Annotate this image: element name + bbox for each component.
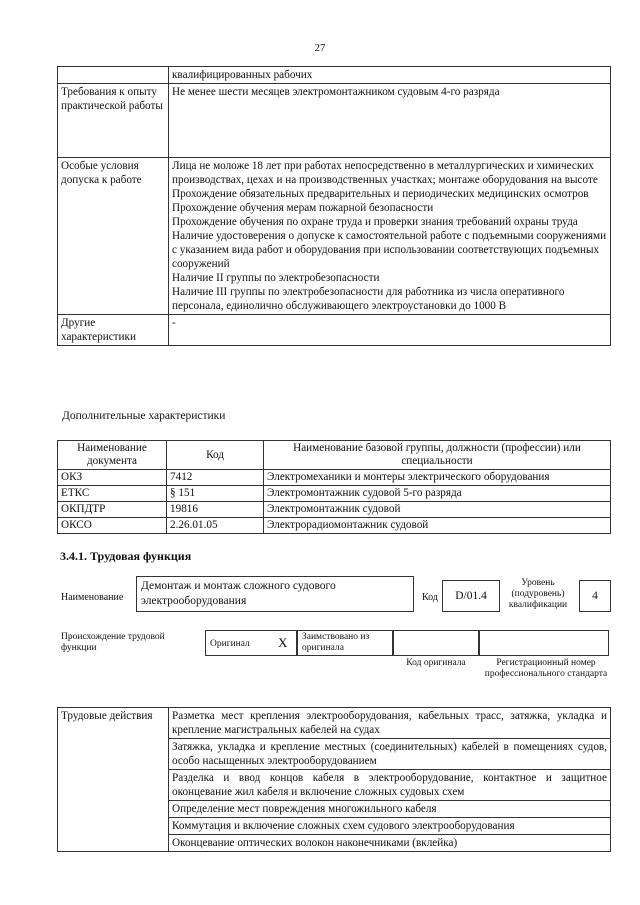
cell-code: 19816	[167, 502, 264, 518]
level-box: 4	[579, 580, 611, 612]
row-label: Требования к опыту практической работы	[58, 84, 169, 158]
row-value: -	[169, 315, 611, 346]
section-title: 3.4.1. Трудовая функция	[60, 549, 192, 563]
condition-line: Наличие II группы по электробезопасности	[172, 272, 380, 284]
labor-actions-table	[57, 707, 611, 852]
header-code: Код	[167, 441, 264, 470]
labor-actions-label: Трудовые действия	[58, 708, 169, 852]
additional-title: Дополнительные характеристики	[62, 410, 226, 422]
table-row	[58, 502, 611, 518]
reg-number-label: Регистрационный номер профессионального стандарта	[484, 658, 608, 679]
original-label: Оригинал	[210, 639, 250, 649]
row-value: квалифицированных рабочих	[169, 67, 611, 84]
row-label	[58, 67, 169, 84]
row-label: Другие характеристики	[58, 315, 169, 346]
cell-code: 2.26.01.05	[167, 518, 264, 534]
labor-action: Разделка и ввод концов кабеля в электрооборудование, контактное и защитное оконцевание жил кабеля и включение сложных судовых схем	[169, 770, 611, 801]
header-name: Наименование базовой группы, должности (профессии) или специальности	[264, 441, 611, 470]
row-value: Не менее шести месяцев электромонтажником судовым 4-го разряда	[169, 84, 611, 158]
origin-code-label: Код оригинала	[406, 658, 466, 668]
cell-doc: ОКПДТР	[58, 502, 167, 518]
origin-code-cell	[393, 630, 479, 656]
cell-doc: ОКСО	[58, 518, 167, 534]
table-row	[58, 158, 611, 315]
additional-table	[57, 440, 611, 534]
labor-action: Коммутация и включение сложных схем судового электрооборудования	[169, 818, 611, 835]
page-number: 27	[314, 42, 326, 54]
cell-name: Электрорадиомонтажник судовой	[264, 518, 611, 534]
condition-line: Наличие удостоверения о допуске к самостоятельной работе с подъемными сооружениями с указанием вида работ и оборудования при использовании соответствующих подъемных сооружений	[172, 230, 607, 270]
labor-action: Разметка мест крепления электрооборудования, кабельных трасс, затяжка, укладка и крепление магистральных кабелей на судах	[169, 708, 611, 739]
table-row	[58, 518, 611, 534]
cell-name: Электромонтажник судовой 5-го разряда	[264, 486, 611, 502]
labor-action: Оконцевание оптических волокон наконечниками (вклейка)	[169, 835, 611, 852]
code-box: D/01.4	[442, 580, 500, 612]
special-conditions-cell	[169, 158, 611, 315]
cell-name: Электромонтажник судовой	[264, 502, 611, 518]
table-header-row	[58, 441, 611, 470]
cell-doc: ЕТКС	[58, 486, 167, 502]
level-label: Уровень (подуровень) квалификации	[508, 578, 568, 610]
table-row	[58, 315, 611, 346]
table-row	[58, 486, 611, 502]
cell-code: 7412	[167, 470, 264, 486]
labor-action: Затяжка, укладка и крепление местных (соединительных) кабелей в помещениях судов, особо насыщенных электрооборудованием	[169, 739, 611, 770]
condition-line: Прохождение обязательных предварительных и периодических медицинских осмотров	[172, 188, 589, 200]
table-row	[58, 708, 611, 739]
reg-number-cell	[479, 630, 609, 656]
borrowed-cell: Заимствовано из оригинала	[297, 630, 393, 656]
cell-doc: ОКЗ	[58, 470, 167, 486]
header-doc: Наименование документа	[58, 441, 167, 470]
name-label: Наименование	[61, 592, 124, 603]
row-label: Особые условия допуска к работе	[58, 158, 169, 315]
condition-line: Прохождение обучения по охране труда и проверки знания требований охраны труда	[172, 216, 578, 228]
condition-line: Наличие III группы по электробезопасности для работника из числа оперативного персонала, единолично обслуживающего электроустановки до 1000 В	[172, 286, 565, 312]
cell-name: Электромеханики и монтеры электрического оборудования	[264, 470, 611, 486]
table-row	[58, 84, 611, 158]
labor-action: Определение мест повреждения многожильного кабеля	[169, 801, 611, 818]
condition-line: Лица не моложе 18 лет при работах непосредственно в металлургических и химических производствах, цехах и на производственных участках; монтаже оборудования на высоте	[172, 160, 598, 186]
requirements-table	[57, 66, 611, 346]
cell-code: § 151	[167, 486, 264, 502]
condition-line: Прохождение обучения мерам пожарной безопасности	[172, 202, 434, 214]
original-cell	[205, 630, 297, 656]
origin-label: Происхождение трудовой функции	[61, 632, 165, 653]
original-mark: X	[278, 635, 288, 650]
table-row	[58, 67, 611, 84]
code-label: Код	[422, 592, 438, 603]
function-name-box: Демонтаж и монтаж сложного судового электрооборудования	[136, 576, 414, 612]
table-row	[58, 470, 611, 486]
